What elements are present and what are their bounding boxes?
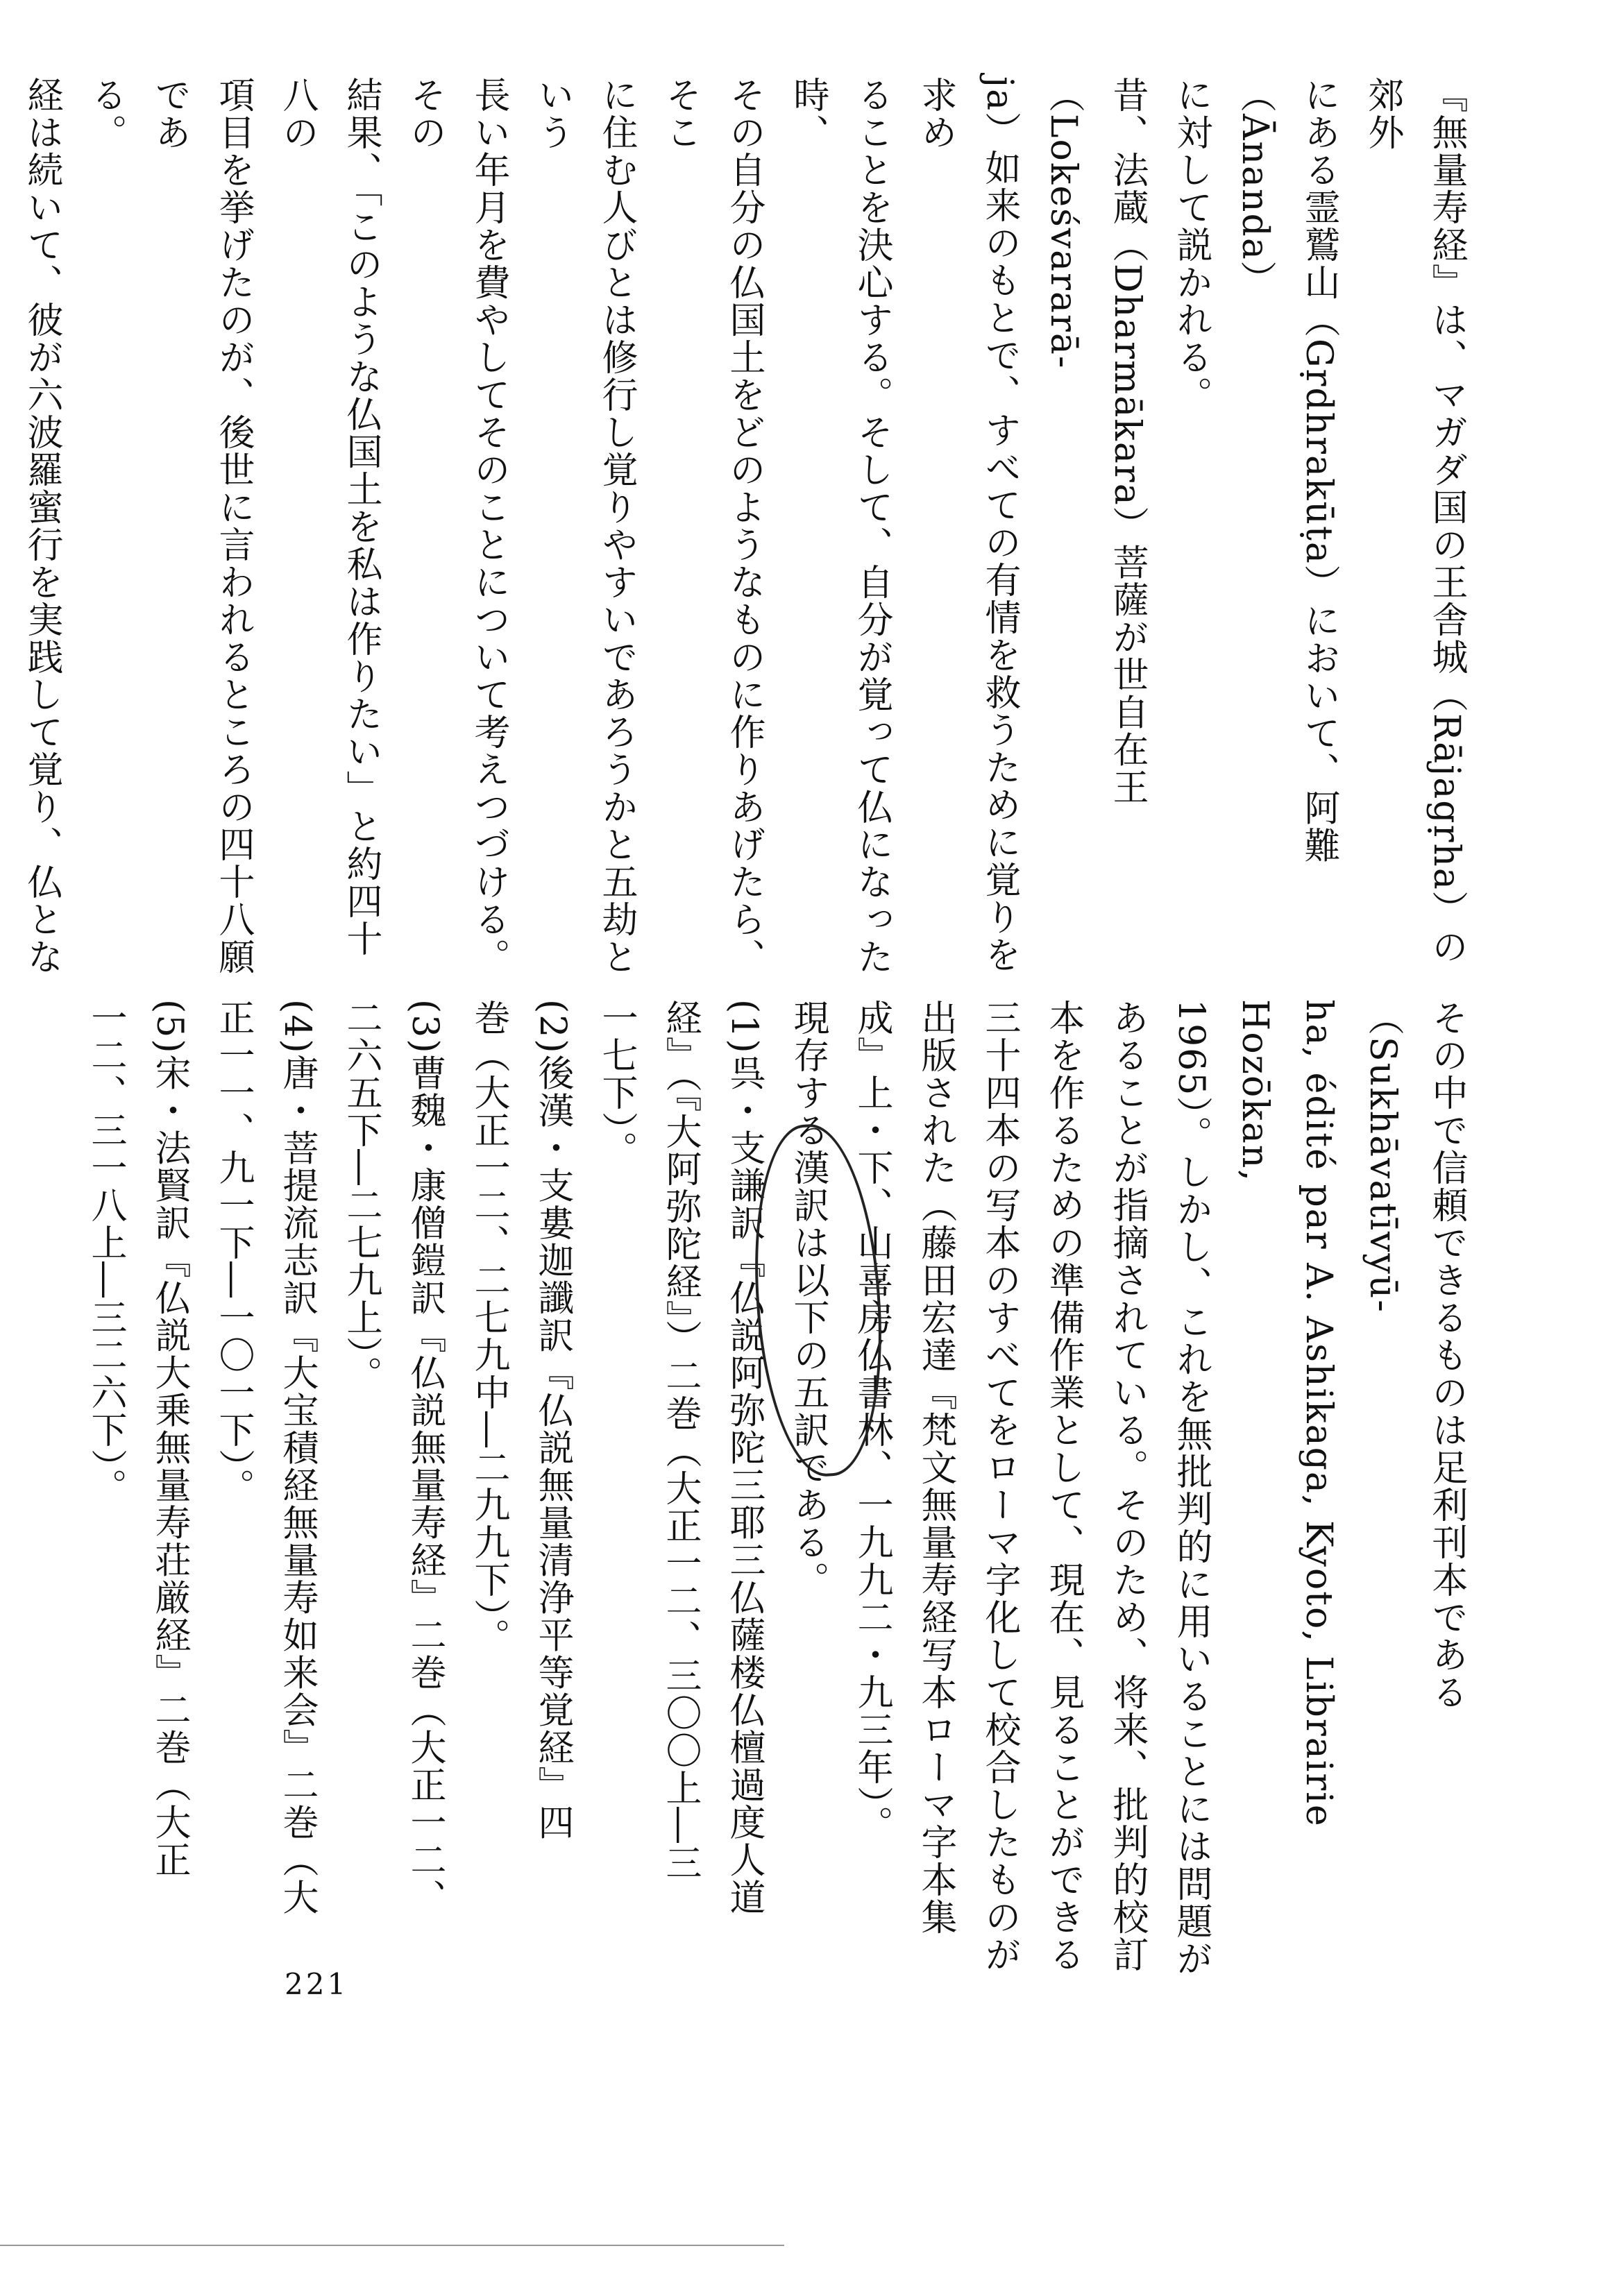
text-column: 昔、法蔵（Dharmākara）菩薩が世自在王（Lokeśvararā- — [1042, 76, 1148, 806]
text-column: 項目を挙げたのが、後世に言われるところの四十八願であ — [149, 76, 254, 976]
text-column: 巻（大正一二、二七九中―二九九下）。 — [468, 999, 509, 1656]
text-column: 成』上・下、山喜房仏書林、一九九二・九三年）。 — [851, 999, 893, 1843]
text-column: 正一一、九一下―一〇一下）。 — [212, 999, 254, 1506]
text-column: あることが指摘されている。そのため、将来、批判的校訂 — [1106, 999, 1148, 1973]
text-column: る。 — [85, 76, 126, 151]
text-column: 三十四本の写本のすべてをローマ字化して校合したものが — [979, 999, 1020, 1973]
text-column: その自分の仏国土をどのようなものに作りあげたら、そこ — [659, 76, 765, 976]
text-column: (2)後漢・支婁迦讖訳『仏説無量清浄平等覚経』四 — [532, 999, 573, 1842]
text-column: 出版された（藤田宏達『梵文無量寿経写本ローマ字本集 — [915, 999, 956, 1936]
text-column: (3)曹魏・康僧鎧訳『仏説無量寿経』二巻（大正一二、 — [404, 999, 446, 1916]
text-column: に住む人びとは修行し覚りやすいであろうかと五劫という — [532, 76, 637, 976]
text-column: ha, édité par A. Ashikaga, Kyoto, Librairie Hozōkan, — [1234, 999, 1339, 1828]
text-column: 長い年月を費やしてそのことについて考えつづける。その — [404, 76, 509, 976]
text-column: 結果、「このような仏国土を私は作りたい」と約四十八の — [276, 76, 382, 958]
scan-edge-line — [0, 2245, 784, 2246]
text-column: 経』（『大阿弥陀経』）二巻（大正一二、三〇〇上―三 — [659, 999, 701, 1882]
text-column: に対して説かれる。 — [1170, 76, 1212, 414]
text-column: 一七下）。 — [595, 999, 637, 1168]
page-number: 221 — [285, 1967, 349, 2001]
text-column: にある霊鷲山（Gṛdhrakūṭa）において、阿難（Ānanda） — [1234, 76, 1339, 865]
text-column: ることを決心する。そして、自分が覚って仏になった時、 — [787, 76, 893, 976]
text-column: その中で信頼できるものは足利刊本である（Sukhāvatīvyū- — [1362, 999, 1467, 1711]
upper-text-block — [21, 76, 1478, 978]
text-column: 経は続いて、彼が六波羅蜜行を実践して覚り、仏とな — [21, 76, 62, 976]
text-column: 二六五下―二七九上）。 — [340, 999, 382, 1393]
text-column: 本を作るための準備作業として、現在、見ることができる — [1042, 999, 1084, 1973]
text-column: 一二、三一八上―三二六下）。 — [85, 999, 126, 1506]
text-column: (1)呉・支謙訳『仏説阿弥陀三耶三仏薩楼仏檀過度人道 — [723, 999, 765, 1916]
text-column: 現存する漢訳は以下の五訳である。 — [787, 999, 829, 1599]
text-column: 『無量寿経』は、マガダ国の王舎城（Rājagṛha）の郊外 — [1362, 76, 1467, 966]
text-column: 1965）。しかし、これを無批判的に用いることには問題が — [1170, 999, 1212, 1978]
text-column: ja）如来のもとで、すべての有情を救うために覚りを求め — [915, 76, 1020, 974]
text-column: (5)宋・法賢訳『仏説大乗無量寿荘厳経』二巻（大正 — [149, 999, 190, 1879]
text-column: (4)唐・菩提流志訳『大宝積経無量寿如来会』二巻（大 — [276, 999, 318, 1916]
